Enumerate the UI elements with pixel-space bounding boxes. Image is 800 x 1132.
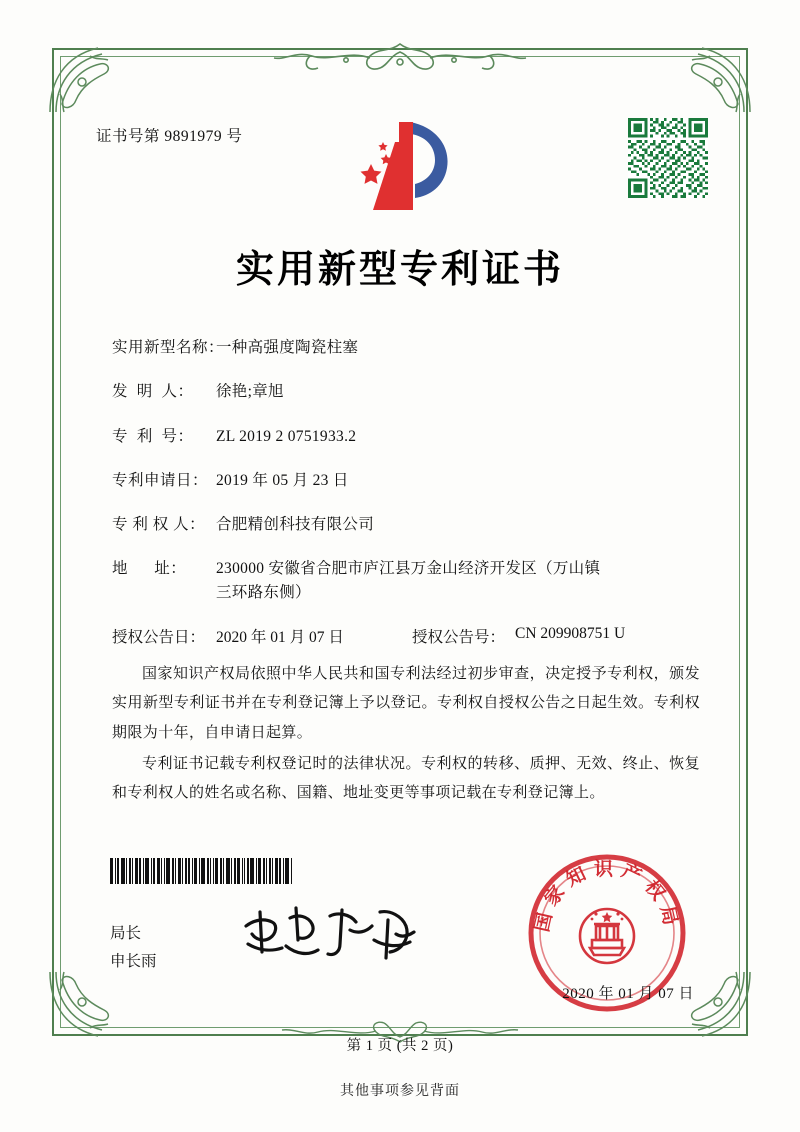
field-label: 授权公告号： (412, 628, 506, 646)
field-label: 专 利 权 人： (112, 516, 206, 533)
field-value: CN 209908751 U (515, 624, 626, 642)
barcode-icon (110, 858, 328, 884)
field-label: 发 明 人： (112, 383, 194, 401)
page-title: 实用新型专利证书 (235, 246, 564, 291)
paragraph-2: 专利证书记载专利权登记时的法律状况。专利权的转移、质押、无效、终止、恢复和专利权人的姓名或名称、国籍、地址变更等事项记载在专利登记簿上。 (112, 755, 700, 801)
corner-ornament-icon (46, 968, 120, 1042)
top-flourish-ornament-icon (250, 38, 550, 84)
corner-ornament-icon (46, 42, 120, 116)
field-value: 2020 年 01 月 07 日 (216, 628, 344, 646)
svg-text:国家知识产权局: 国家知识产权局 (530, 857, 684, 934)
seal-date: 2020 年 01 月 07 日 (562, 986, 694, 1002)
address-line-1: 230000 安徽省合肥市庐江县万金山经济开发区（万山镇 (216, 560, 601, 578)
field-utility-model-name (112, 336, 700, 359)
field-address (112, 557, 700, 604)
fields-block (112, 336, 700, 667)
field-application-date (112, 469, 700, 492)
field-label: 专利申请日： (112, 471, 209, 489)
address-line-2: 三环路东侧） (216, 583, 311, 601)
field-value: ZL 2019 2 0751933.2 (216, 427, 357, 445)
director-title: 局长 (110, 925, 142, 942)
field-patentee (112, 513, 700, 536)
field-inventor (112, 380, 700, 403)
field-label: 实用新型名称： (112, 339, 225, 356)
cnipa-logo-icon (355, 118, 455, 214)
page-number: 第 1 页 (共 2 页) (346, 1038, 454, 1054)
field-value: 合肥精创科技有限公司 (216, 516, 375, 533)
corner-ornament-icon (680, 968, 754, 1042)
field-value: 2019 年 05 月 23 日 (216, 471, 349, 489)
certificate-number: 证书号第 9891979 号 (96, 128, 243, 145)
field-value: 一种高强度陶瓷柱塞 (216, 339, 359, 356)
field-grant-date (112, 625, 412, 647)
director-name: 申长雨 (110, 952, 157, 970)
field-value: 徐艳;章旭 (216, 383, 284, 401)
footer-note: 其他事项参见背面 (340, 1084, 460, 1099)
field-grant-number (412, 625, 625, 647)
field-label: 地 址： (112, 560, 187, 578)
field-label: 专 利 号： (112, 427, 194, 445)
field-grant-row (112, 625, 700, 647)
field-patent-number (112, 425, 700, 448)
field-label: 授权公告日： (112, 628, 206, 646)
legal-text-block (112, 660, 700, 810)
field-value-multiline (216, 557, 700, 604)
paragraph-1: 国家知识产权局依照中华人民共和国专利法经过初步审查，决定授予专利权，颁发实用新型专利证书并在专利登记簿上予以登记。专利权自授权公告之日起生效。专利权期限为十年，自申请日起算。 (112, 666, 700, 741)
signature-block (110, 920, 157, 976)
handwritten-signature-icon (238, 900, 423, 970)
corner-ornament-icon (680, 42, 754, 116)
qr-code-icon (628, 118, 708, 198)
